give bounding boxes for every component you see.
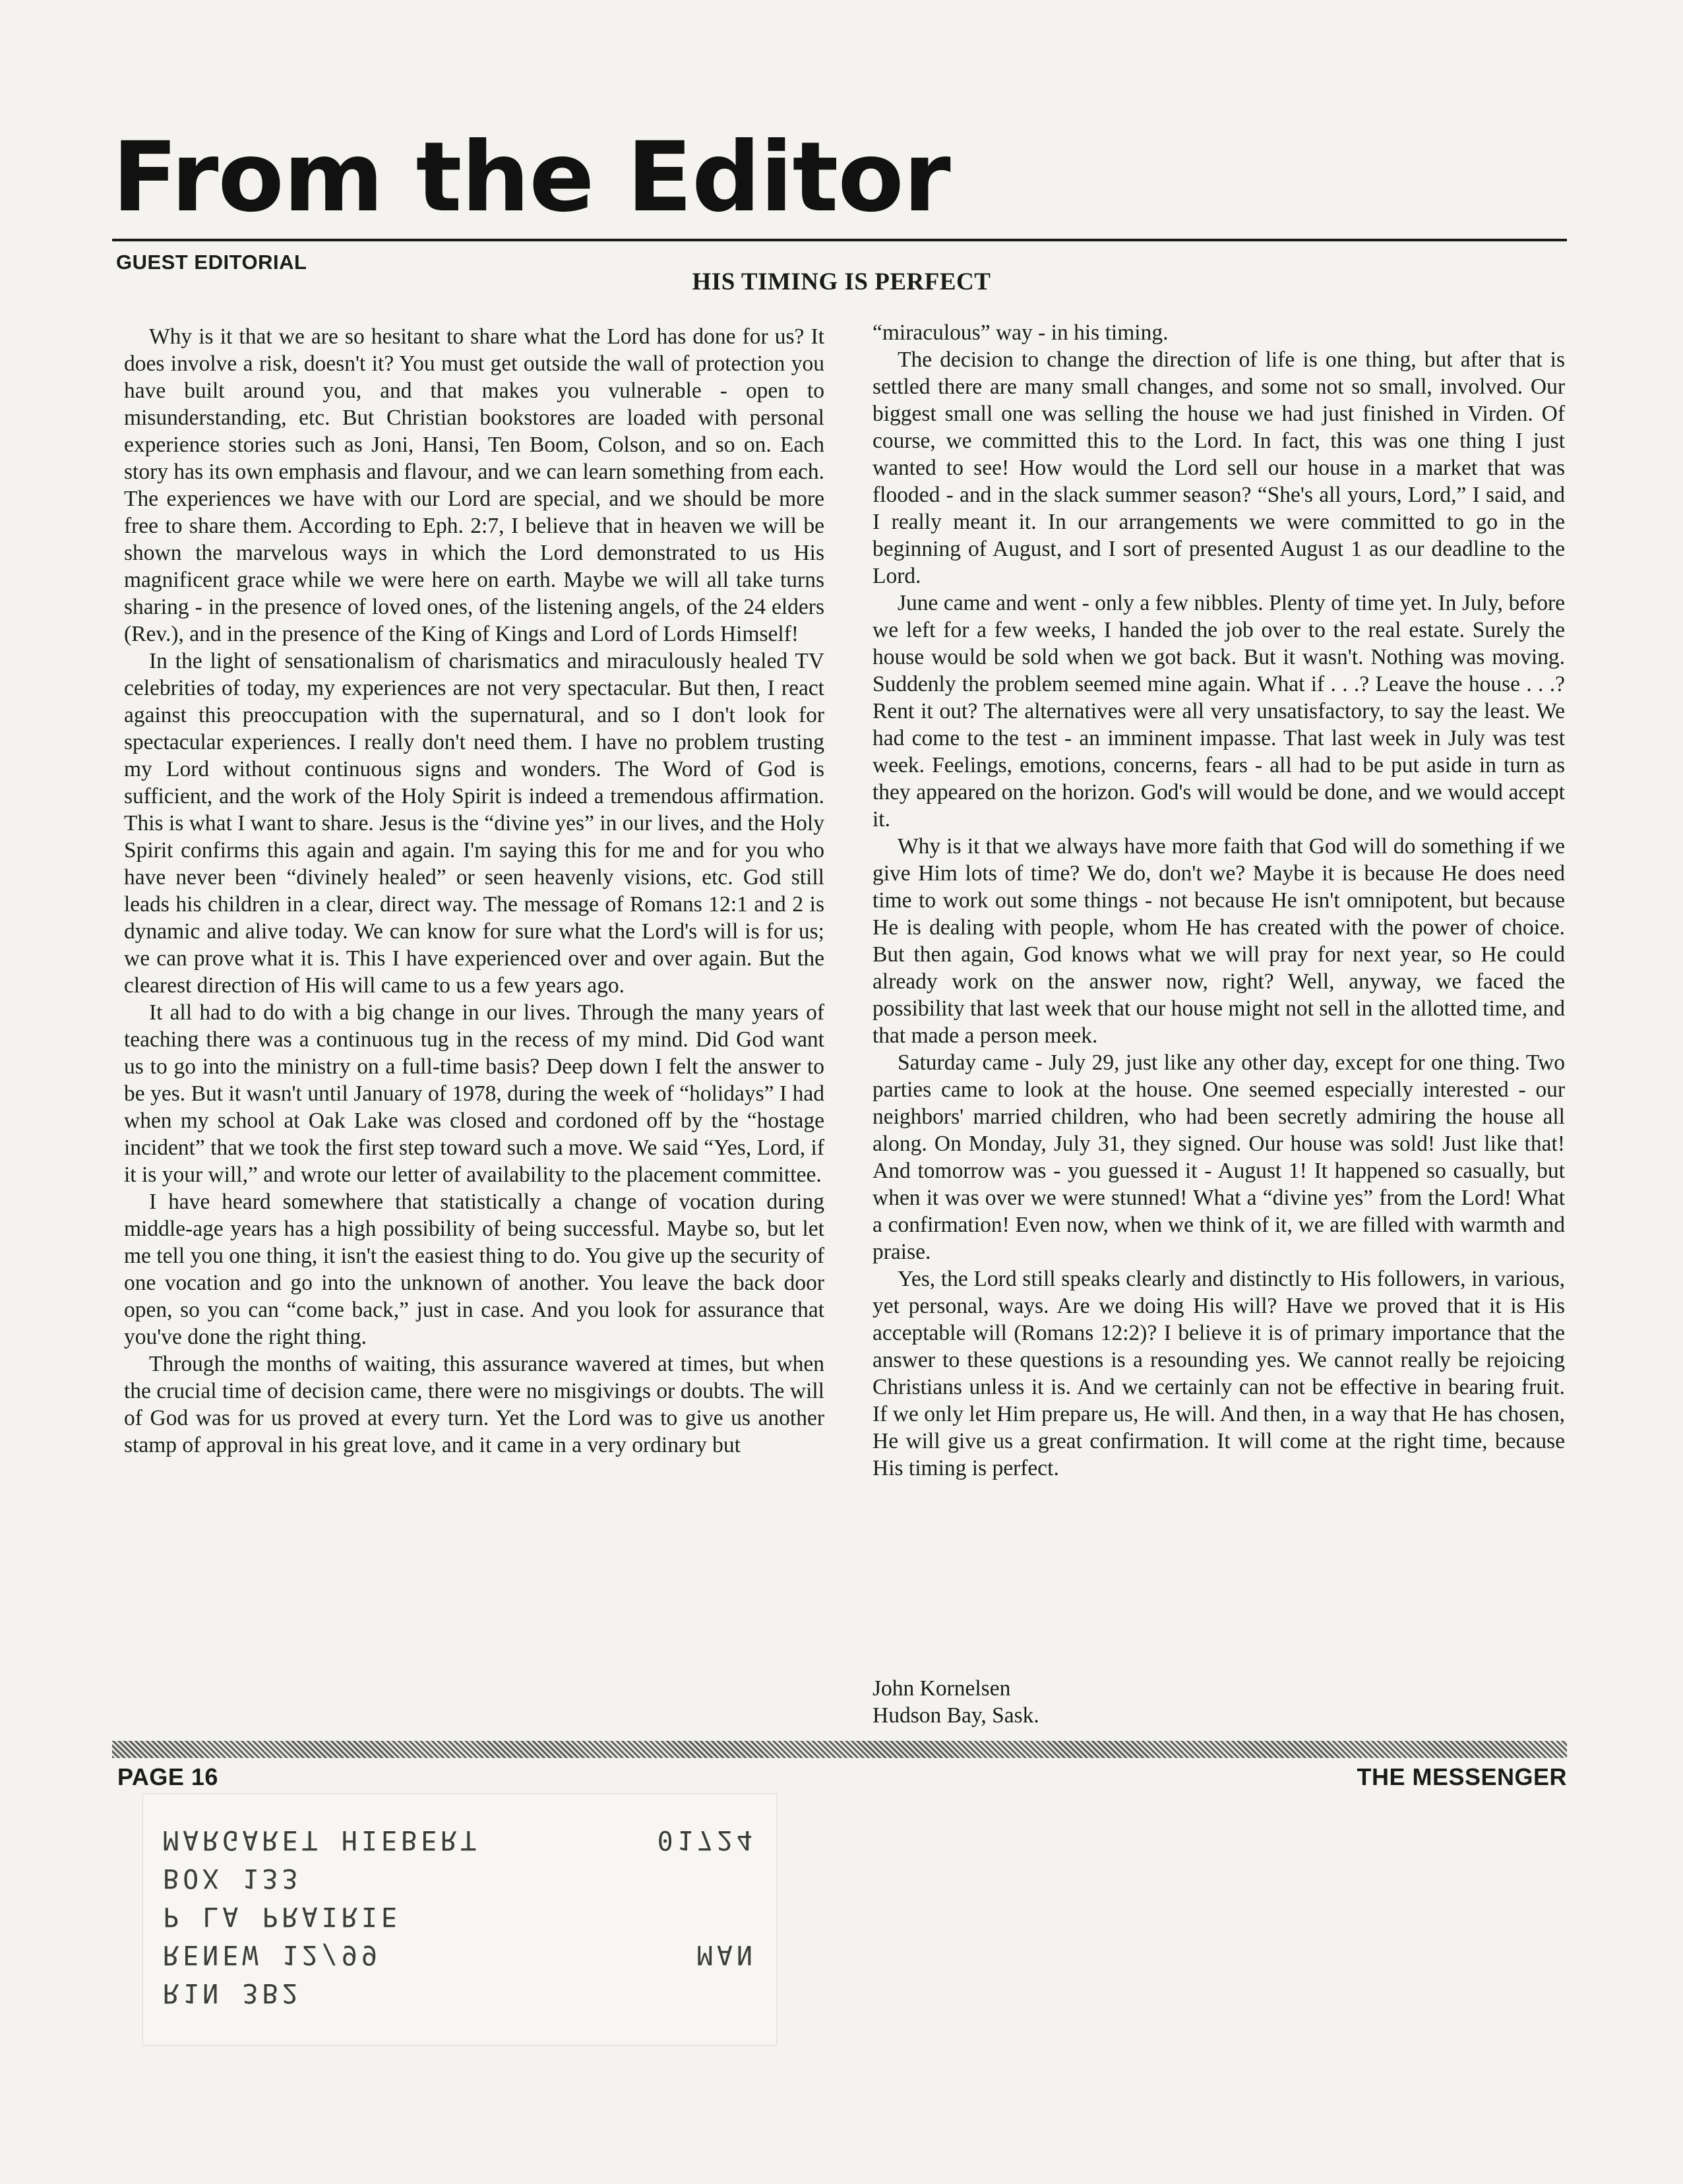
label-line: R1N 3B2 [163,1978,302,2008]
paragraph: The decision to change the direction of life is one thing, but after that is settled there are many small changes, and some not so small, involved. Our biggest small one was selling the house we had just finished in Virden. Of course, we committed this to the Lord. In fact, this was one thing I just wanted to see! How would the Lord sell our house in a market that was flooded - and in the slack summer season? “She's all yours, Lord,” I said, and I really meant it. In our arrangements we were committed to go in the beginning of August, and I sort of presented August 1 as our deadline to the Lord. [872,348,1565,588]
publication-name: THE MESSENGER [1357,1763,1567,1790]
header-rule [112,239,1567,241]
section-label: GUEST EDITORIAL [116,251,307,274]
paragraph: I have heard somewhere that statistically a change of vocation during middle-age years has a high possibility of being successful. Maybe so, but let me tell you one thing, it isn't the easiest thing to do. You give up the security of one vocation and go into the unknown of another. You leave the back door open, so you can “come back,” just in case. And you look for assurance that you've done the right thing. [124,1190,824,1349]
article-headline: HIS TIMING IS PERFECT [692,268,991,295]
page-number: PAGE 16 [117,1763,218,1790]
paragraph: Through the months of waiting, this assurance wavered at times, but when the crucial time of decision came, there were no misgivings or doubts. The will of God was for us proved at every turn. Yet the Lord was to give us another stamp of approval in his great love, and it came in a very ordinary but [124,1352,824,1457]
paragraph: It all had to do with a big change in our lives. Through the many years of teaching there was a continuous tug in the recess of my mind. Did God want us to go into the ministry on a full-time basis? Deep down I felt the answer to be yes. But it wasn't until January of 1978, during the week of “holidays” I had when my school at Oak Lake was closed and cordoned off by the “hostage incident” that we took the first step toward such a move. We said “Yes, Lord, if it is your will,” and wrote our letter of availability to the placement committee. [124,1000,824,1187]
label-line: BOX 133 [163,1863,302,1893]
author-location: Hudson Bay, Sask. [872,1703,1039,1728]
paragraph: Saturday came - July 29, just like any other day, except for one thing. Two parties came to look at the house. One seemed especially interested - our neighbors' married children, who had been secretly admiring the house all along. On Monday, July 31, they signed. Our house was sold! Just like that! And tomorrow was - you guessed it - August 1! It happened so casually, but when it was over we were stunned! What a “divine yes” from the Lord! What a confirmation! Even now, when we think of it, we are filled with warmth and praise. [872,1050,1565,1264]
paragraph: Yes, the Lord still speaks clearly and distinctly to His followers, in various, yet personal, ways. Are we doing His will? Have we proved that it is His acceptable will (Romans 12:2)? I believe it is of primary importance that the answer to these questions is a resounding yes. We cannot really be rejoicing Christians unless it is. And we certainly can not be effective in bearing fruit. If we only let Him prepare us, He will. And then, in a way that He has chosen, He will give us a great confirmation. It will come at the right time, because His timing is perfect. [872,1267,1565,1480]
author-signature [872,1675,1039,1729]
paragraph: June came and went - only a few nibbles. Plenty of time yet. In July, before we left for a few weeks, I handed the job over to the real estate. Surely the house would be sold when we got back. But it wasn't. Nothing was moving. Suddenly the problem seemed mine again. What if . . .? Leave the house . . .? Rent it out? The alternatives were all very unsatisfactory, to say the least. We had come to the test - an imminent impasse. That last week in July was test week. Feelings, emotions, concerns, fears - all had to be put aside in turn as they appeared on the horizon. God's will would be done, and we would accept it. [872,591,1565,832]
paragraph: Why is it that we are so hesitant to share what the Lord has done for us? It does involve a risk, doesn't it? You must get outside the wall of protection you have built around you, and that makes you vulnerable - open to misunderstanding, etc. But Christian bookstores are loaded with personal experience stories such as Joni, Hansi, Ten Boom, Colson, and so on. Each story has its own emphasis and flavour, and we can learn something from each. The experiences we have with our Lord are special, and we should be more free to share them. According to Eph. 2:7, I believe that in heaven we will be shown the marvelous ways in which the Lord demonstrated to us His magnificent grace while we were here on earth. Maybe we will all take turns sharing - in the presence of loved ones, of the listening angels, of the 24 elders (Rev.), and in the presence of the King of Kings and Lord of Lords Himself! [124,324,824,646]
author-name: John Kornelsen [872,1676,1011,1701]
paragraph-continuation: “miraculous” way - in his timing. [872,320,1169,345]
footer-rule [112,1741,1567,1758]
article-column-left [124,323,824,1459]
label-line: RENEW 12/99 [163,1939,381,1970]
paragraph: In the light of sensationalism of charismatics and miraculously healed TV celebrities of today, my experiences are not very spectacular. But then, I react against this preoccupation with the supernatural, and so I don't look for spectacular experiences. I really don't need them. I have no problem trusting my Lord without continuous signs and wonders. The Word of God is sufficient, and the work of the Holy Spirit is indeed a tremendous affirmation. This is what I want to share. Jesus is the “divine yes” in our lives, and the Holy Spirit confirms this again and again. I'm saying this for me and for you who have never been “divinely healed” or seen heavenly visions, etc. God still leads his children in a clear, direct way. The message of Romans 12:1 and 2 is dynamic and alive today. We can know for sure what the Lord's will is for us; we can prove what it is. This I have experienced over and over again. But the clearest direction of His will came to us a few years ago. [124,649,824,998]
masthead-title: From the Editor [112,121,950,233]
label-line: MAN [696,1939,756,1970]
label-line: P LA PRAIRIE [163,1901,401,1931]
article-column-right [872,319,1565,1482]
paragraph: Why is it that we always have more faith that God will do something if we give Him lots of time? We do, don't we? Maybe it is because He does need time to work out some things - not because He isn't omnipotent, but because He is dealing with people, whom He has created with the power of choice. But then again, God knows what we will pray for next year, so He could already work on the answer now, right? Well, anyway, we faced the possibility that last week that our house might not sell in the allotted time, and that made a person meek. [872,834,1565,1048]
label-line: MARGARET HIEBERT [163,1825,481,1855]
mailing-label-text [163,1821,756,2012]
mailing-label [142,1794,777,2046]
label-line: 01724 [657,1825,756,1855]
